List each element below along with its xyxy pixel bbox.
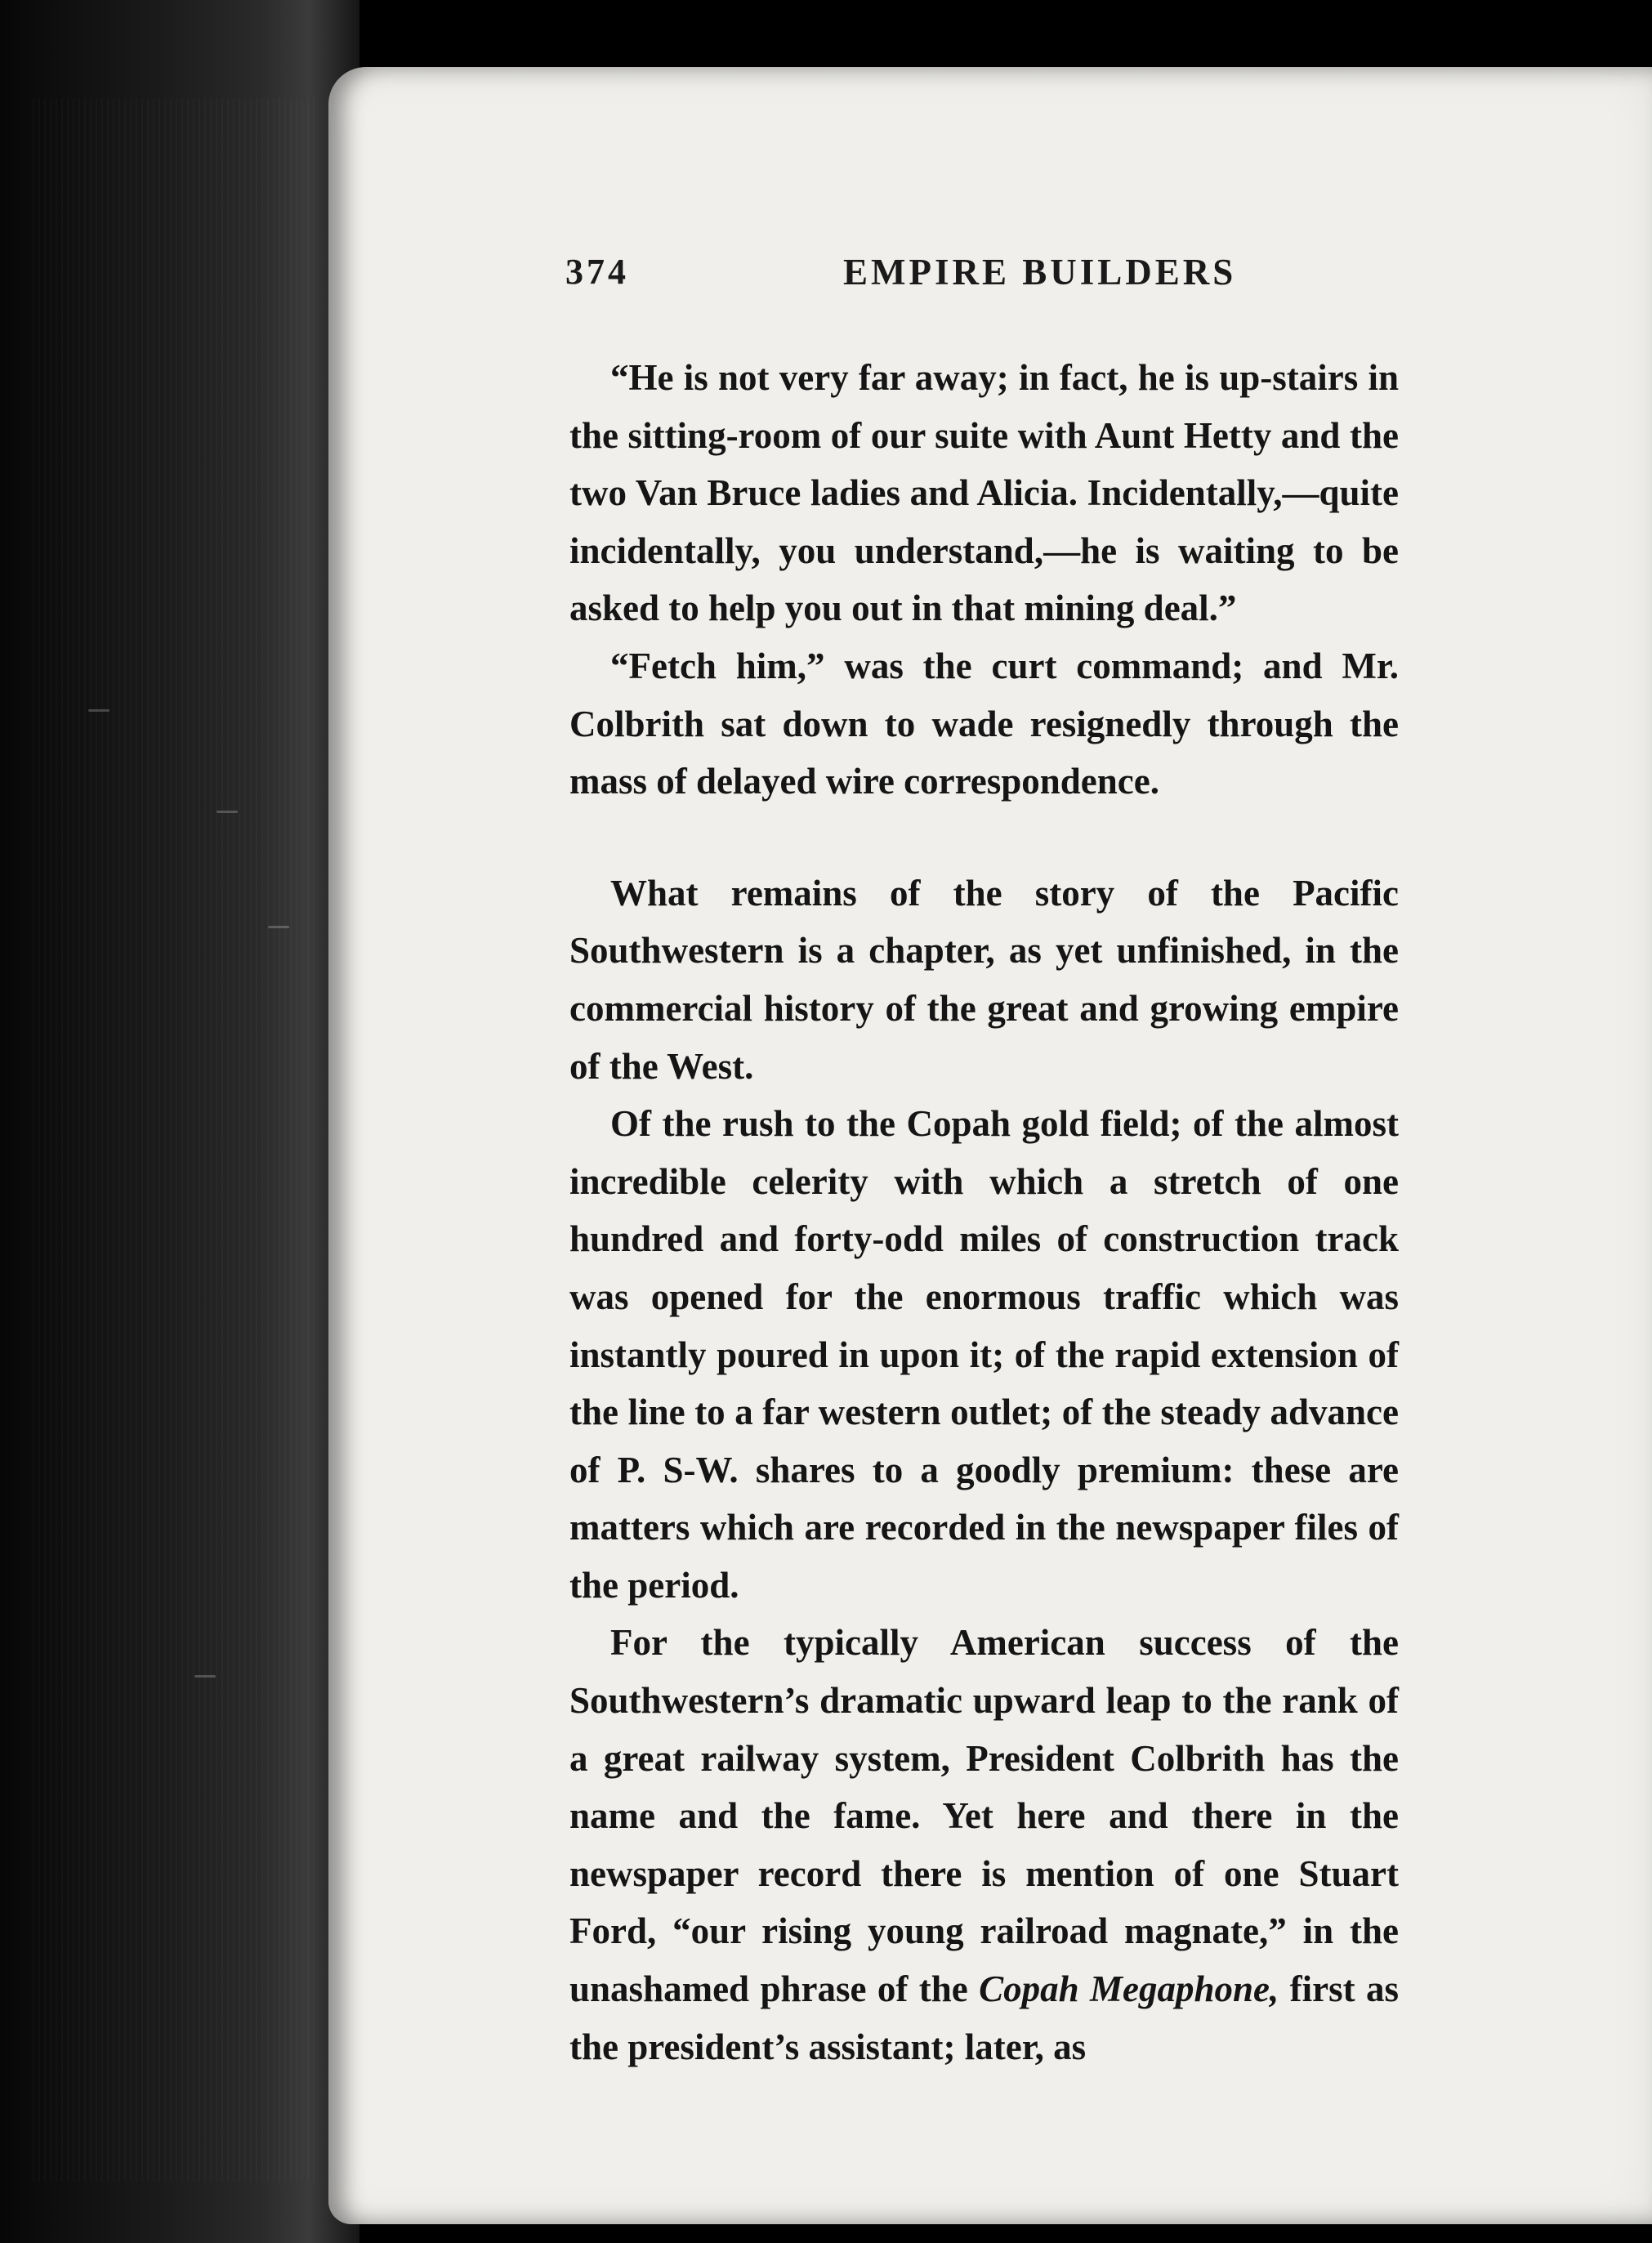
running-title: EMPIRE BUILDERS xyxy=(843,252,1237,293)
newspaper-title: Copah Megaphone, xyxy=(979,1968,1279,2010)
spine-mark xyxy=(268,926,289,928)
paragraph: What remains of the story of the Pacific Southwestern is a chapter, as yet unfinished, in the commercial history of the great and growing empire of the West. xyxy=(569,872,1399,1087)
paragraph-text: For the typically American success of the Southwestern’s dramatic upward leap to the rank of a great railway system, President Colbrith has the name and the fame. Yet here and there in the newspaper record there is mention of one Stuart Ford, “our rising young railroad magnate,” in the unashamed phrase of the xyxy=(569,1622,1399,2010)
book-spine xyxy=(0,0,359,2243)
paragraph xyxy=(569,1614,1399,2075)
spine-mark xyxy=(194,1675,216,1678)
section-break xyxy=(569,811,1399,865)
paragraph: “He is not very far away; in fact, he is up-stairs in the sitting-room of our suite with Aunt Hetty and the two Van Bruce ladies and Alicia. Incidentally,—quite incidentally, you understand,—he is waiting to be asked to help you out in that mining deal.” xyxy=(569,357,1399,629)
paragraph: Of the rush to the Copah gold field; of the almost incredible celerity with which a stretch of one hundred and forty-odd miles of construction track was opened for the enormous traffic which was instantly poured in upon it; of the rapid extension of the line to a far western outlet; of the steady advance of P. S-W. shares to a goodly premium: these are matters which are recorded in the newspaper files of the period. xyxy=(569,1103,1399,1606)
page-number: 374 xyxy=(565,252,629,292)
spine-texture xyxy=(33,98,319,2182)
book-page xyxy=(328,67,1652,2224)
spine-mark xyxy=(88,709,109,712)
page-body xyxy=(569,349,1399,2075)
spine-mark xyxy=(217,811,238,813)
running-head xyxy=(565,251,1395,308)
paragraph-text: first as the president’s assistant; later, as xyxy=(569,1968,1399,2067)
paragraph: “Fetch him,” was the curt command; and Mr. Colbrith sat down to wade resignedly through the mass of delayed wire correspondence. xyxy=(569,645,1399,802)
